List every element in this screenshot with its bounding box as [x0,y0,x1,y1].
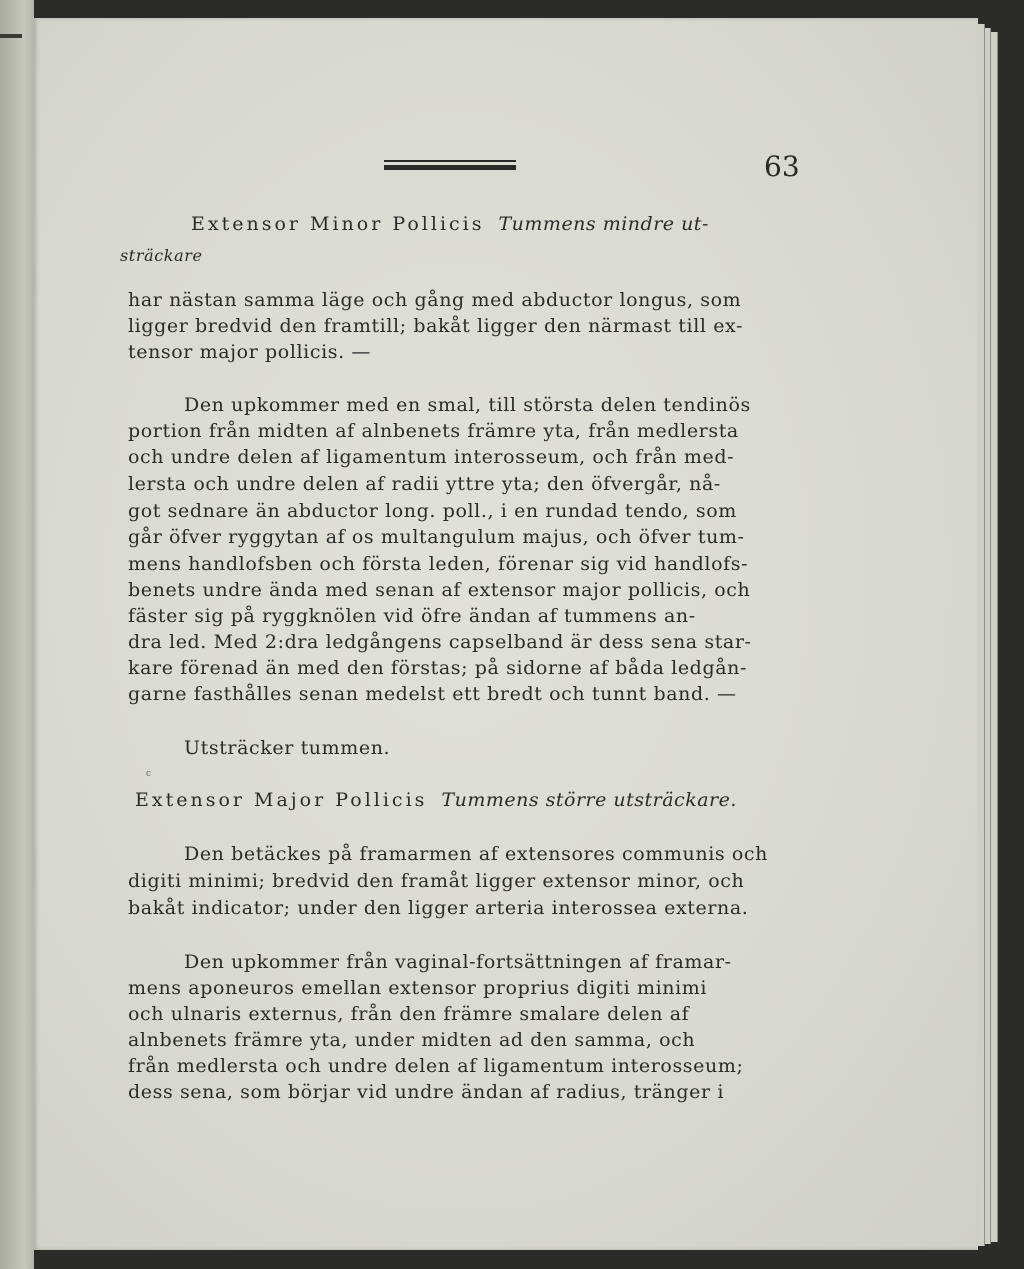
text-line: got sednare än abductor long. poll., i en rundad tendo, som [128,500,737,522]
page-stack-edge [991,32,998,1242]
section-heading [135,788,737,812]
text-line: och undre delen af ligamentum interosseum, och från med- [128,446,735,468]
text-line: dess sena, som börjar vid undre ändan af radius, tränger i [128,1081,725,1103]
text-line: Den betäckes på framarmen af extensores communis och [184,843,768,865]
text-line: och ulnaris externus, från den främre smalare delen af [128,1003,690,1025]
text-line: mens aponeuros emellan extensor proprius digiti minimi [128,977,708,999]
text-line: benets undre ända med senan af extensor major pollicis, och [128,579,751,601]
heading-swedish: Tummens större utsträckare. [441,789,737,811]
text-line: Utsträcker tummen. [184,737,391,759]
heading-swedish: Tummens mindre ut- [498,213,709,235]
text-line: Den upkommer med en smal, till största delen tendinös [184,394,751,416]
text-line: från medlersta och undre delen af ligamentum interosseum; [128,1055,744,1077]
ink-speck: c [146,769,152,779]
text-line: portion från midten af alnbenets främre yta, från medlersta [128,420,739,442]
text-line: lersta och undre delen af radii yttre yta; den öfvergår, nå- [128,473,721,495]
page-stack-edge [978,24,985,1246]
heading-latin: Extensor Major Pollicis [135,789,428,811]
text-line: Den upkommer från vaginal-fortsättningen af framar- [184,951,732,973]
heading-swedish-continuation: sträckare [120,246,203,265]
text-line: fäster sig på ryggknölen vid öfre ändan af tummens an- [128,605,696,627]
text-line: går öfver ryggytan af os multangulum majus, och öfver tum- [128,526,745,548]
section-heading [191,212,709,236]
text-line: bakåt indicator; under den ligger arteria interossea externa. [128,897,749,919]
adjacent-page-edge [0,0,34,1269]
text-line: har nästan samma läge och gång med abductor longus, som [128,289,742,311]
text-line: garne fasthålles senan medelst ett bredt och tunnt band. — [128,683,737,705]
heading-latin: Extensor Minor Pollicis [191,213,485,235]
text-line: ligger bredvid den framtill; bakåt ligger den närmast till ex- [128,315,744,337]
text-line: tensor major pollicis. — [128,341,372,363]
text-line: alnbenets främre yta, under midten ad den samma, och [128,1029,696,1051]
text-line: dra led. Med 2:dra ledgångens capselband är dess sena star- [128,631,752,653]
page-edge-mark [0,34,22,38]
text-line: digiti minimi; bredvid den framåt ligger extensor minor, och [128,870,745,892]
text-line: mens handlofsben och första leden, förenar sig vid handlofs- [128,553,749,575]
page-number: 63 [764,150,800,183]
header-rule [384,160,516,174]
text-line: kare förenad än med den förstas; på sidorne af båda ledgån- [128,657,747,679]
